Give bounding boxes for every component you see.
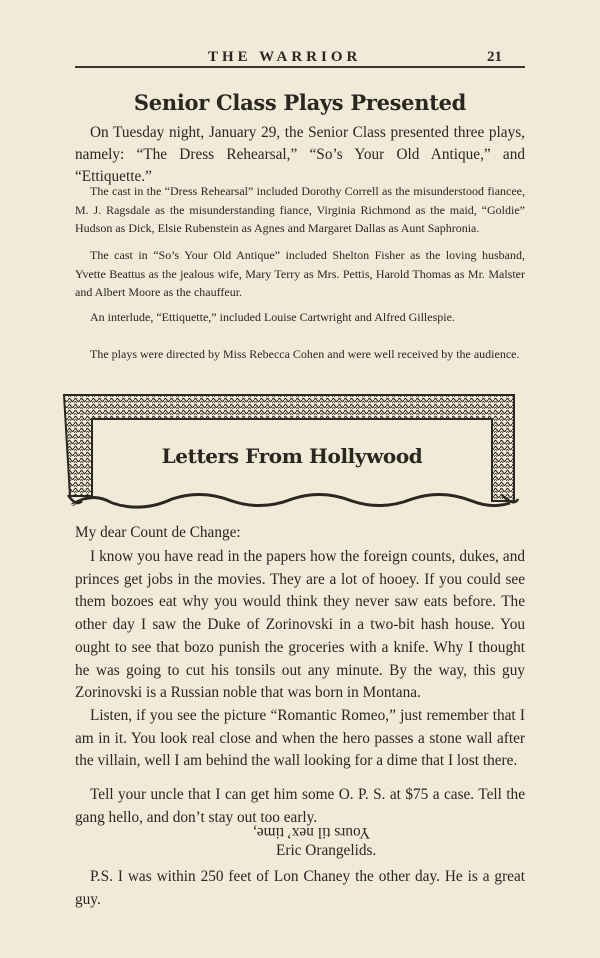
- senior-plays-paragraph-2: The cast in “So’s Your Old Antique” included Shelton Fisher as the loving husband, Yvette Beattus as the jealous wife, Mary Terry as Mrs. Pettis, Harold Thomas as Mr. Malster and Albert Moore as the chauffeur.: [75, 248, 525, 300]
- letter-postscript: P.S. I was within 250 feet of Lon Chaney the other day. He is a great guy.: [75, 868, 525, 908]
- letter-signature: Eric Orangelids.: [276, 842, 377, 859]
- letter-closing-upside-down: Yours til nex’ time,: [253, 824, 371, 841]
- senior-plays-paragraph-1: The cast in the “Dress Rehearsal” included Dorothy Correll as the misunderstood fiancee, M. J. Ragsdale as the misunderstanding fiance, Virginia Richmond as the maid, “Goldie” Hudson as Dick, Elsie Rubenstein as Agnes and Margaret Dallas as Aunt Saphronia.: [75, 184, 525, 236]
- running-header-title: THE WARRIOR: [208, 49, 362, 65]
- letter-paragraph-1: I know you have read in the papers how the foreign counts, dukes, and princes get jobs in the movies. They are a lot of hooey. If you could see them bozoes eat why you would think they never saw eats before. The other day I saw the Duke of Zorinovski in a two-bit hash house. You ought to see that bozo punish the groceries with a knife. Why I thought he was going to cut his tonsils out any minute. By the way, this guy Zorinovski is a Russian noble that was born in Montana.: [75, 548, 525, 702]
- senior-plays-paragraph-3: An interlude, “Ettiquette,” included Louise Cartwright and Alfred Gillespie.: [90, 310, 455, 324]
- senior-plays-paragraph-4: The plays were directed by Miss Rebecca Cohen and were well received by the audience.: [90, 347, 520, 361]
- letter-paragraph-3: Tell your uncle that I can get him some O. P. S. at $75 a case. Tell the gang hello, and don’t stay out too early.: [75, 786, 525, 826]
- page-number: 21: [487, 49, 502, 65]
- article-title-senior-plays: Senior Class Plays Presented: [133, 90, 467, 115]
- letter-paragraph-2: Listen, if you see the picture “Romantic Romeo,” just remember that I am in it. You look real close and when the hero passes a stone wall after the villain, well I am behind the wall looking for a dime that I lost there.: [75, 707, 525, 770]
- article-title-letters-from-hollywood: Letters From Hollywood: [161, 444, 423, 468]
- header-rule: [75, 66, 525, 68]
- senior-plays-lead-paragraph: On Tuesday night, January 29, the Senior Class presented three plays, namely: “The Dress Rehearsal,” “So’s Your Old Antique,” and “Ettiquette.”: [75, 124, 525, 185]
- letter-greeting: My dear Count de Change:: [75, 524, 241, 541]
